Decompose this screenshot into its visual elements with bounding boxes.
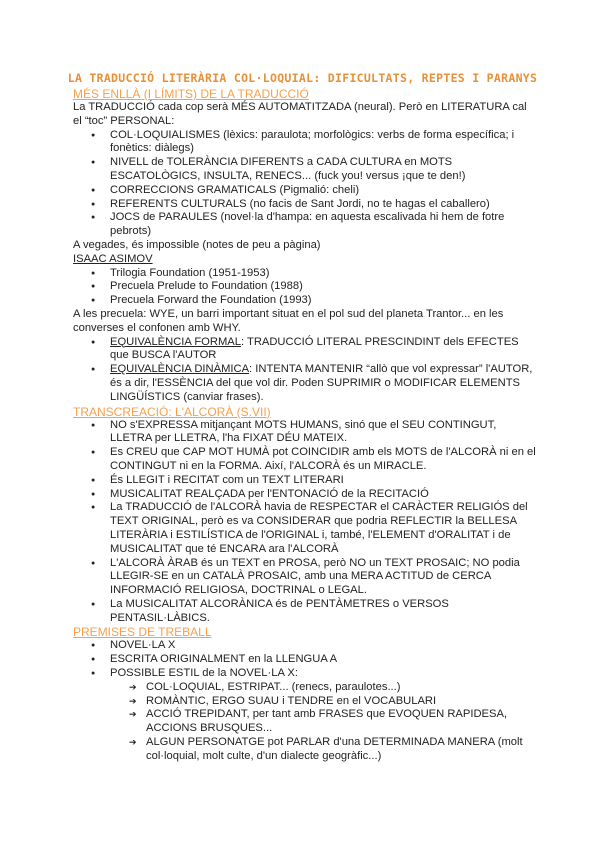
list-item: ● NIVELL de TOLERÀNCIA DIFERENTS a CADA CULTURA en MOTS ESCATOLÒGICS, INSULTA, RENECS... (fuck you! versus ¡que te den!) [73,156,538,184]
list-item: ● NO s'EXPRESSA mitjançant MOTS HUMANS, sinó que el SEU CONTINGUT, LLETRA per LLETRA, l'ha FIXAT DÉU MATEIX. [73,419,538,447]
list-item [73,363,538,404]
list-item: ● És LLEGIT i RECITAT com un TEXT LITERARI [73,474,538,488]
list-item: ● Precuela Prelude to Foundation (1988) [73,280,538,294]
list-item [73,336,538,364]
section-heading-transcreation: TRANSCREACIÓ: L'ALCORÀ (S.VII) [73,404,271,419]
list-item: ● COL·LOQUIALISMES (lèxics: paraulota; morfològics: verbs de forma específica; i fonètics: diàlegs) [73,129,538,157]
precuela-paragraph: A les precuela: WYE, un barri important situat en el pol sud del planeta Trantor... en les converses el confonen amb WHY. [73,307,504,334]
list-item: ● ESCRITA ORIGINALMENT en la LLENGUA A [73,653,538,667]
list-item: ● MUSICALITAT REALÇADA per l'ENTONACIÓ de la RECITACIÓ [73,488,538,502]
equivalence-list [73,336,538,405]
premises-list [73,639,538,763]
list-item: ● POSSIBLE ESTIL de la NOVEL·LA X: [73,667,538,681]
personal-touch-list [73,129,538,239]
list-item: ● Trilogia Foundation (1951-1953) [73,267,538,281]
list-item: ➔ ACCIÓ TREPIDANT, per tant amb FRASES que EVOQUEN RAPIDESA, ACCIONS BRUSQUES... [73,708,538,736]
asimov-list [73,267,538,308]
section-heading-beyond-translation: MÉS ENLLÀ (I LÍMITS) DE LA TRADUCCIÓ [73,87,309,101]
list-item: ● La TRADUCCIÓ de l'ALCORÀ havia de RESPECTAR el CARÀCTER RELIGIÓS del TEXT ORIGINAL, però es va CONSIDERAR que podria REFLECTIR la BELLESA LITERÀRIA i ESTILÍSTICA de l'ORIGINAL i, també, l'ELEMENT d'ORALITAT i de MUSICALITAT que té ENCARA ara l'ALCORÀ [73,501,538,556]
list-item: ● JOCS de PARAULES (novel·la d'hampa: en aquesta escalivada hi hem de fotre pebrots) [73,211,538,239]
impossible-note: A vegades, és impossible (notes de peu a pàgina) [73,238,321,251]
list-item: ● Precuela Forward the Foundation (1993) [73,294,538,308]
document-title: LA TRADUCCIÓ LITERÀRIA COL·LOQUIAL: DIFICULTATS, REPTES I PARANYS [67,71,538,85]
styles-list [73,681,538,764]
alcora-list [73,419,538,626]
list-item: ● REFERENTS CULTURALS (no facis de Sant Jordi, no te hagas el caballero) [73,198,538,212]
dynamic-equivalence-text: : INTENTA MANTENIR “allò que vol expressar” l'AUTOR, és a dir, l'ESSÈNCIA del que vol dir. Poden SUPRIMIR o MODIFICAR ELEMENTS LINGÜÍSTICS (canviar frases). [110,363,533,403]
formal-equivalence-term: EQUIVALÈNCIA FORMAL [110,335,241,348]
list-item: ● L'ALCORÀ ÀRAB és un TEXT en PROSA, però NO un TEXT PROSAIC; NO podia LLEGIR-SE en un CATALÀ PROSAIC, amb una MERA ACTITUD de CERCA INFORMACIÓ RELIGIOSA, DOCTRINAL o LEGAL. [73,557,538,598]
list-item: ● CORRECCIONS GRAMATICALS (Pigmalió: cheli) [73,184,538,198]
list-item: ● La MUSICALITAT ALCORÀNICA és de PENTÀMETRES o VERSOS PENTASIL·LÀBICS. [73,598,538,626]
intro-paragraph: La TRADUCCIÓ cada cop serà MÉS AUTOMATITZADA (neural). Però en LITERATURA cal el “toc” PERSONAL: [73,101,527,127]
list-item: ➔ ALGUN PERSONATGE pot PARLAR d'una DETERMINADA MANERA (molt col·loquial, molt culte, d'un dialecte geogràfic...) [73,736,538,764]
section-heading-work-premises: PREMISES DE TREBALL [73,625,212,640]
list-item: ● NOVEL·LA X [73,639,538,653]
list-item: ● Es CREU que CAP MOT HUMÀ pot COINCIDIR amb els MOTS de l'ALCORÀ ni en el CONTINGUT ni en la FORMA. Així, l'ALCORÀ és un MIRACLE. [73,446,538,474]
formal-equivalence-text: : TRADUCCIÓ LITERAL PRESCINDINT dels EFECTES que BUSCA l'AUTOR [110,335,519,362]
list-item: ➔ ROMÀNTIC, ERGO SUAU i TENDRE en el VOCABULARI [73,695,538,709]
list-item: ➔ COL·LOQUIAL, ESTRIPAT... (renecs, paraulotes...) [73,681,538,695]
dynamic-equivalence-term: EQUIVALÈNCIA DINÀMICA [110,363,250,376]
styles-container [73,681,538,764]
asimov-subheading: ISAAC ASIMOV [73,252,153,265]
